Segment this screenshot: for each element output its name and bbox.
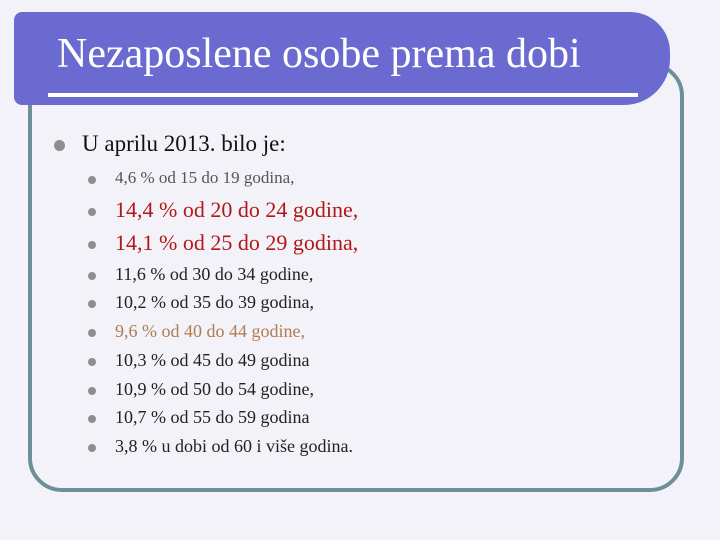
- bullet-icon: [88, 444, 96, 452]
- bullet-icon: [88, 387, 96, 395]
- list-item-text: 4,6 % od 15 do 19 godina,: [115, 168, 295, 187]
- bullet-icon: [88, 272, 96, 280]
- list-item-text: 10,9 % od 50 do 54 godine,: [115, 379, 314, 399]
- list-item-text: 11,6 % od 30 do 34 godine,: [115, 264, 314, 284]
- bullet-icon: [88, 208, 96, 216]
- title-underline: [48, 93, 638, 97]
- bullet-icon: [88, 241, 96, 249]
- list-item-text: 3,8 % u dobi od 60 i više godina.: [115, 436, 353, 456]
- list-item-text: 10,3 % od 45 do 49 godina: [115, 350, 310, 370]
- slide-title: Nezaposlene osobe prema dobi: [57, 31, 581, 77]
- list-item-text: 14,1 % od 25 do 29 godina,: [115, 230, 359, 255]
- list-item-text: 14,4 % od 20 do 24 godine,: [115, 197, 359, 222]
- list-item-text: 9,6 % od 40 do 44 godine,: [115, 321, 305, 341]
- bullet-icon: [88, 358, 96, 366]
- bullet-icon: [88, 300, 96, 308]
- list-item-text: 10,7 % od 55 do 59 godina: [115, 407, 310, 427]
- list-item-text: 10,2 % od 35 do 39 godina,: [115, 292, 314, 312]
- bullet-icon: [88, 415, 96, 423]
- bullet-icon: [88, 176, 96, 184]
- bullet-icon: [54, 140, 65, 151]
- bullet-icon: [88, 329, 96, 337]
- main-bullet-text: U aprilu 2013. bilo je:: [82, 131, 286, 156]
